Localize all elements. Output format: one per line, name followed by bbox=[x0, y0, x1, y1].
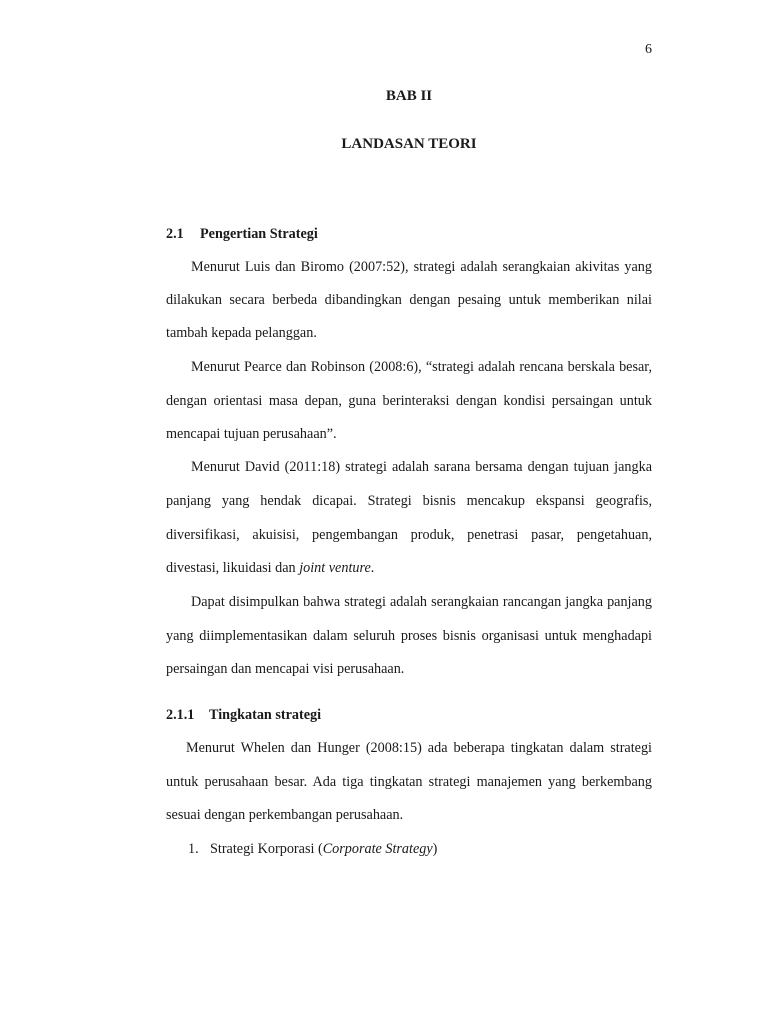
italic-term: Corporate Strategy bbox=[322, 841, 433, 857]
text-line: panjang yang hendak dicapai. Strategi bisnis mencakup ekspansi geografis, bbox=[166, 493, 652, 509]
text-line: Menurut Pearce dan Robinson (2008:6), “strategi adalah rencana berskala besar, bbox=[191, 359, 652, 375]
text-line: dilakukan secara berbeda dibandingkan dengan pesaing untuk memberikan nilai bbox=[166, 292, 652, 308]
text-line: persaingan dan mencapai visi perusahaan. bbox=[166, 661, 405, 677]
text-line: diversifikasi, akuisisi, pengembangan produk, penetrasi pasar, pengetahuan, bbox=[166, 527, 652, 543]
text-run: divestasi, likuidasi dan bbox=[166, 560, 300, 576]
list-item bbox=[188, 841, 652, 858]
text-run: ) bbox=[432, 841, 438, 857]
section-heading-2-1-1 bbox=[166, 707, 321, 724]
chapter-label: BAB II bbox=[385, 88, 433, 104]
text-line: dengan orientasi masa depan, guna berinteraksi dengan kondisi persaingan untuk bbox=[166, 393, 652, 409]
chapter-title: LANDASAN TEORI bbox=[341, 136, 477, 152]
text-line: untuk perusahaan besar. Ada tiga tingkatan strategi manajemen yang berkembang bbox=[166, 774, 652, 790]
list-marker: 1. bbox=[188, 841, 199, 857]
section-number: 2.1 bbox=[166, 226, 184, 242]
text-line: Menurut Whelen dan Hunger (2008:15) ada beberapa tingkatan dalam strategi bbox=[186, 740, 652, 756]
text-line bbox=[166, 560, 652, 577]
text-run: Strategi Korporasi ( bbox=[210, 841, 323, 857]
text-line: yang diimplementasikan dalam seluruh proses bisnis organisasi untuk menghadapi bbox=[166, 628, 652, 644]
text-line: mencapai tujuan perusahaan”. bbox=[166, 426, 337, 442]
page-number: 6 bbox=[645, 42, 652, 57]
text-line: Menurut Luis dan Biromo (2007:52), strategi adalah serangkaian akivitas yang bbox=[191, 259, 652, 275]
section-title: Pengertian Strategi bbox=[200, 226, 318, 242]
section-number: 2.1.1 bbox=[166, 707, 195, 723]
text-run: . bbox=[370, 560, 375, 576]
section-heading-2-1 bbox=[166, 226, 318, 243]
italic-term: joint venture bbox=[299, 560, 371, 576]
text-line: Menurut David (2011:18) strategi adalah sarana bersama dengan tujuan jangka bbox=[191, 459, 652, 475]
text-line: Dapat disimpulkan bahwa strategi adalah serangkaian rancangan jangka panjang bbox=[191, 594, 652, 610]
text-line: sesuai dengan perkembangan perusahaan. bbox=[166, 807, 404, 823]
section-title: Tingkatan strategi bbox=[209, 707, 322, 723]
text-line: tambah kepada pelanggan. bbox=[166, 325, 317, 341]
